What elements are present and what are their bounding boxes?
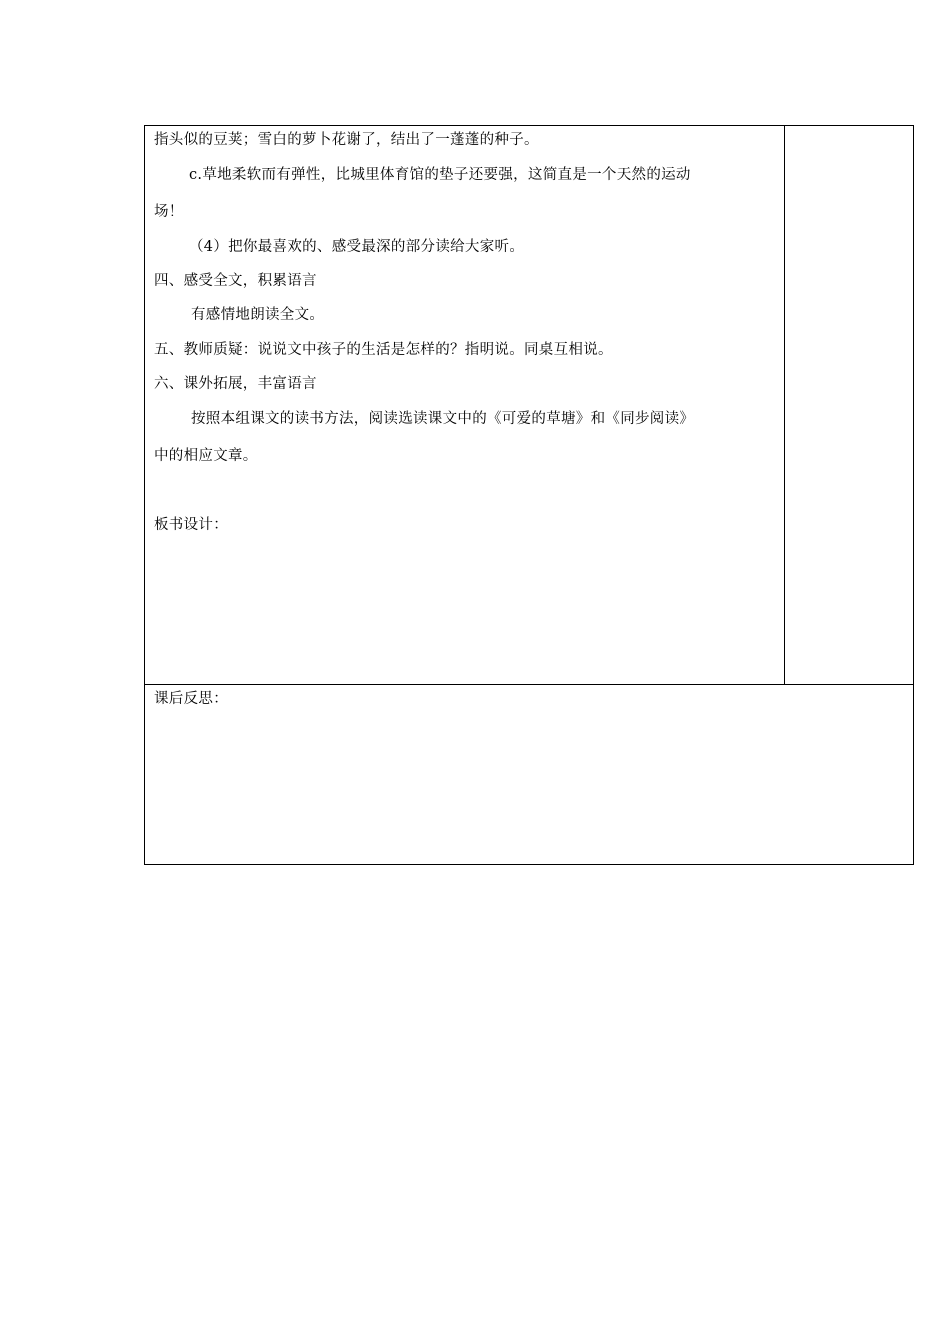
board-design-label: 板书设计： (154, 517, 228, 533)
text-line: 指头似的豆荚；雪白的萝卜花谢了，结出了一蓬蓬的种子。 (154, 132, 539, 148)
section-heading: 六、课外拓展，丰富语言 (154, 376, 317, 392)
text-line: c.草地柔软而有弹性，比城里体育馆的垫子还要强，这简直是一个天然的运动 (189, 167, 691, 183)
section-heading: 五、教师质疑：说说文中孩子的生活是怎样的？指明说。同桌互相说。 (154, 342, 613, 358)
text-line: 按照本组课文的读书方法，阅读选读课文中的《可爱的草塘》和《同步阅读》 (191, 411, 695, 427)
lesson-content-cell (145, 126, 785, 685)
side-notes-cell (785, 126, 913, 685)
text-line: 有感情地朗读全文。 (191, 307, 325, 323)
text-line: 中的相应文章。 (154, 448, 258, 464)
lesson-plan-table (144, 125, 914, 865)
text-line: （4）把你最喜欢的、感受最深的部分读给大家听。 (189, 239, 525, 255)
reflection-label: 课后反思： (154, 691, 228, 707)
reflection-cell (145, 685, 913, 864)
section-heading: 四、感受全文，积累语言 (154, 273, 317, 289)
text-line: 场！ (154, 204, 184, 220)
